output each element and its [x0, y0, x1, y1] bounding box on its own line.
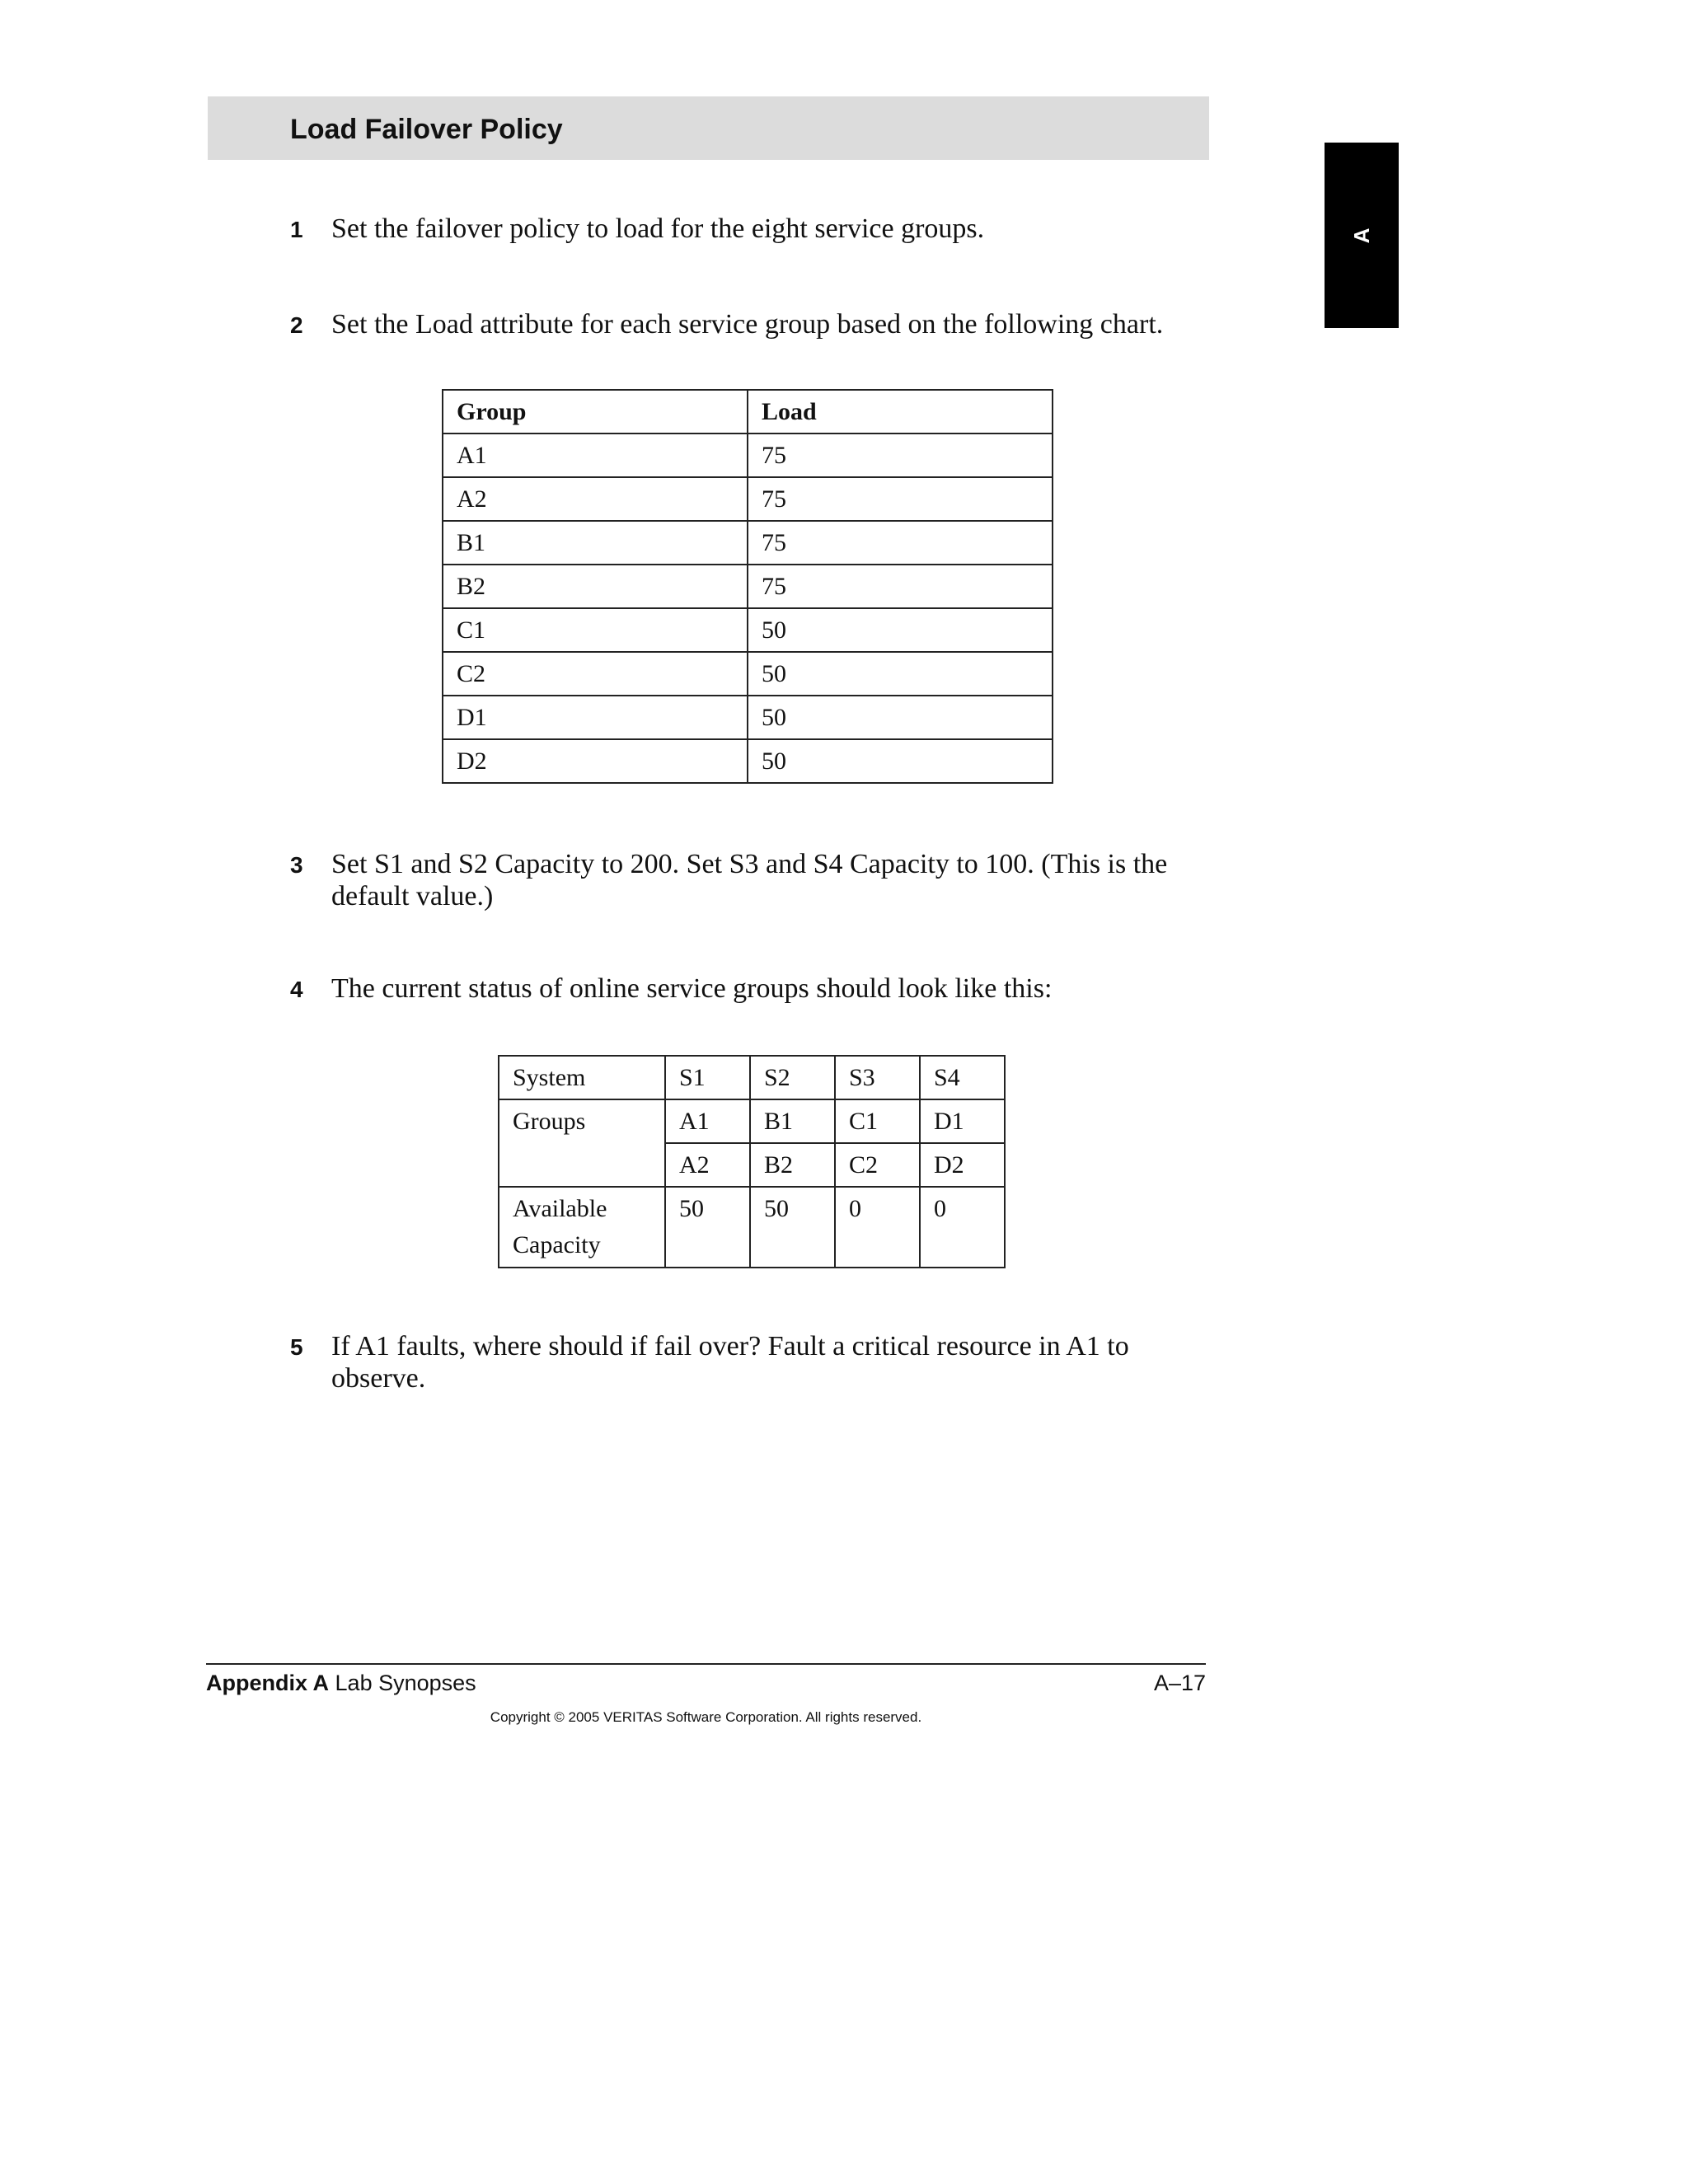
step-text: Set the failover policy to load for the eight service groups. — [331, 213, 985, 244]
load-cell: 50 — [748, 608, 1053, 652]
table-row — [443, 477, 1053, 521]
group-cell: D2 — [920, 1143, 1005, 1187]
table-row — [443, 608, 1053, 652]
capacity-cell: 0 — [920, 1187, 1005, 1268]
load-cell: 75 — [748, 477, 1053, 521]
capacity-label-line2: Capacity — [513, 1231, 601, 1258]
appendix-side-tab — [1325, 143, 1399, 328]
group-cell: C1 — [835, 1099, 920, 1143]
load-table — [442, 389, 1053, 784]
system-cell: S4 — [920, 1056, 1005, 1099]
page-number: A–17 — [1153, 1671, 1206, 1695]
group-cell: C2 — [443, 652, 748, 696]
status-table — [498, 1055, 1006, 1268]
group-cell: B1 — [443, 521, 748, 565]
step-text: If A1 faults, where should if fail over? Fault a critical resource in A1 to observe. — [331, 1331, 1129, 1394]
section-title: Load Failover Policy — [290, 114, 563, 145]
load-cell: 75 — [748, 521, 1053, 565]
table-row-system — [499, 1056, 1005, 1099]
group-cell: B1 — [750, 1099, 835, 1143]
load-cell: 50 — [748, 696, 1053, 739]
step-2 — [290, 308, 1197, 340]
step-1 — [290, 213, 1197, 245]
table-row — [443, 696, 1053, 739]
step-number: 4 — [290, 977, 303, 1002]
system-cell: S2 — [750, 1056, 835, 1099]
load-cell: 75 — [748, 434, 1053, 477]
group-cell: B2 — [750, 1143, 835, 1187]
copyright-notice: Copyright © 2005 VERITAS Software Corporation. All rights reserved. — [490, 1709, 922, 1725]
load-cell: 50 — [748, 739, 1053, 783]
column-header-group: Group — [443, 390, 748, 434]
step-text: The current status of online service groups should look like this: — [331, 973, 1053, 1004]
system-cell: S1 — [665, 1056, 750, 1099]
group-cell: D2 — [443, 739, 748, 783]
group-cell: B2 — [443, 565, 748, 608]
step-text: Set the Load attribute for each service group based on the following chart. — [331, 309, 1164, 340]
table-row-groups — [499, 1099, 1005, 1143]
step-5 — [290, 1330, 1197, 1394]
table-row — [443, 565, 1053, 608]
footer-appendix-bold: Appendix A — [206, 1671, 330, 1695]
capacity-cell: 0 — [835, 1187, 920, 1268]
step-3 — [290, 848, 1197, 912]
capacity-cell: 50 — [750, 1187, 835, 1268]
footer-rule — [206, 1663, 1206, 1665]
step-number: 5 — [290, 1334, 303, 1360]
step-number: 1 — [290, 217, 303, 242]
group-cell: A1 — [443, 434, 748, 477]
side-tab-letter: A — [1349, 227, 1374, 243]
table-row — [443, 652, 1053, 696]
table-header-row — [443, 390, 1053, 434]
capacity-cell: 50 — [665, 1187, 750, 1268]
load-cell: 50 — [748, 652, 1053, 696]
footer-appendix — [206, 1670, 476, 1696]
group-cell: A2 — [665, 1143, 750, 1187]
group-cell: A2 — [443, 477, 748, 521]
row-label-system: System — [499, 1056, 665, 1099]
step-4 — [290, 972, 1197, 1005]
row-label-groups: Groups — [499, 1099, 665, 1187]
group-cell: C1 — [443, 608, 748, 652]
footer-appendix-rest: Lab Synopses — [335, 1671, 476, 1695]
system-cell: S3 — [835, 1056, 920, 1099]
group-cell: D1 — [920, 1099, 1005, 1143]
step-number: 3 — [290, 852, 303, 878]
row-label-capacity — [499, 1187, 665, 1268]
load-cell: 75 — [748, 565, 1053, 608]
table-row — [443, 521, 1053, 565]
capacity-label-line1: Available — [513, 1195, 607, 1222]
table-row-capacity — [499, 1187, 1005, 1268]
step-number: 2 — [290, 312, 303, 338]
group-cell: C2 — [835, 1143, 920, 1187]
table-row — [443, 434, 1053, 477]
group-cell: D1 — [443, 696, 748, 739]
table-row — [443, 739, 1053, 783]
column-header-load: Load — [748, 390, 1053, 434]
group-cell: A1 — [665, 1099, 750, 1143]
step-text: Set S1 and S2 Capacity to 200. Set S3 and S4 Capacity to 100. (This is the default value.) — [331, 849, 1168, 912]
